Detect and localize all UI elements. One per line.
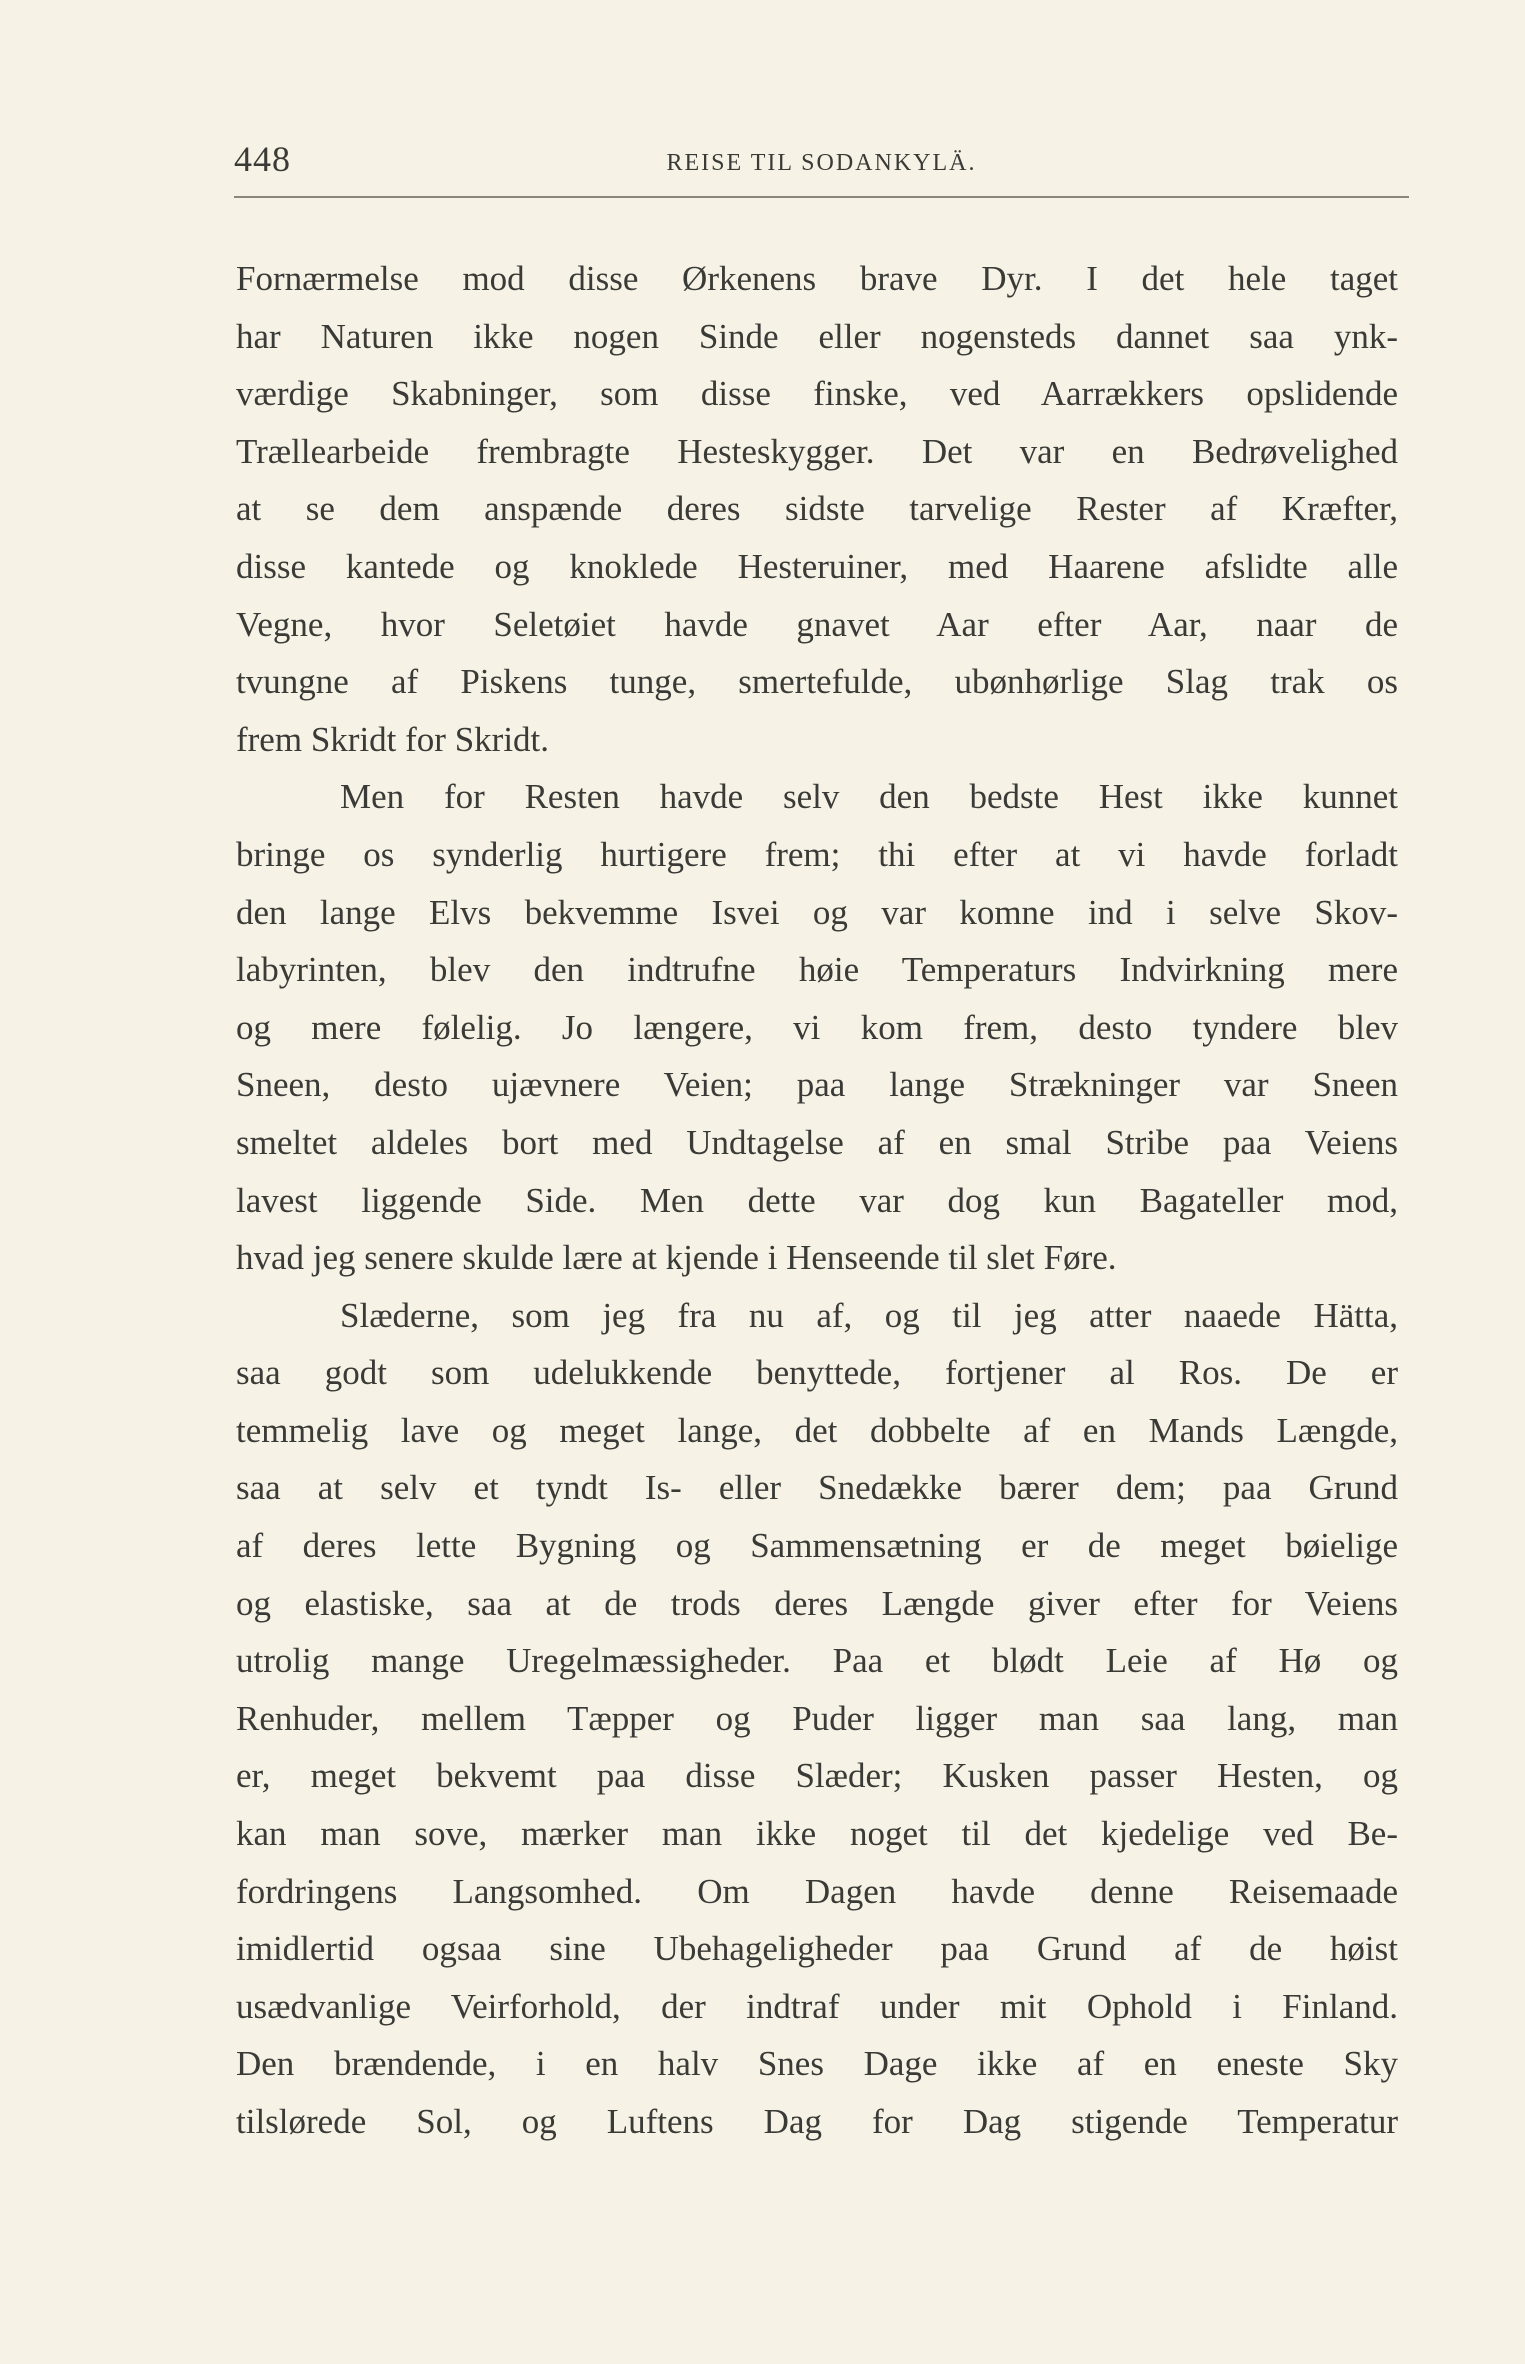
text-line: at se dem anspænde deres sidste tarvelige Rester af Kræfter, bbox=[236, 489, 1398, 529]
text-line: den lange Elvs bekvemme Isvei og var komne ind i selve Skov- bbox=[236, 892, 1398, 932]
running-title: REISE TIL SODANKYLÄ. bbox=[666, 150, 977, 176]
text-line: tilslørede Sol, og Luftens Dag for Dag stigende Temperatur bbox=[236, 2102, 1398, 2141]
text-line: temmelig lave og meget lange, det dobbelte af en Mands Længde, bbox=[236, 1410, 1398, 1450]
page-number: 448 bbox=[234, 139, 291, 179]
text-line: disse kantede og knoklede Hesteruiner, med Haarene afslidte alle bbox=[236, 546, 1398, 586]
text-line: Renhuder, mellem Tæpper og Puder ligger man saa lang, man bbox=[236, 1698, 1398, 1738]
text-line: saa godt som udelukkende benyttede, fortjener al Ros. De er bbox=[236, 1353, 1398, 1393]
text-line: frem Skridt for Skridt. bbox=[236, 719, 550, 759]
text-line: utrolig mange Uregelmæssigheder. Paa et blødt Leie af Hø og bbox=[236, 1641, 1398, 1681]
text-line: Men for Resten havde selv den bedste Hest ikke kunnet bbox=[340, 777, 1398, 817]
text-line: lavest liggende Side. Men dette var dog kun Bagateller mod, bbox=[236, 1180, 1398, 1220]
text-line: har Naturen ikke nogen Sinde eller nogensteds dannet saa ynk- bbox=[236, 316, 1398, 356]
text-line: Fornærmelse mod disse Ørkenens brave Dyr. I det hele taget bbox=[236, 259, 1398, 298]
text-line: værdige Skabninger, som disse finske, ved Aarrækkers opslidende bbox=[236, 374, 1398, 414]
text-line: Sneen, desto ujævnere Veien; paa lange Strækninger var Sneen bbox=[236, 1065, 1398, 1105]
text-line: saa at selv et tyndt Is- eller Snedække bærer dem; paa Grund bbox=[236, 1468, 1398, 1508]
text-line: Slæderne, som jeg fra nu af, og til jeg atter naaede Hätta, bbox=[340, 1295, 1398, 1335]
text-line: af deres lette Bygning og Sammensætning er de meget bøielige bbox=[236, 1526, 1398, 1566]
text-line: kan man sove, mærker man ikke noget til det kjedelige ved Be- bbox=[236, 1814, 1398, 1854]
text-line: hvad jeg senere skulde lære at kjende i Henseende til slet Føre. bbox=[236, 1238, 1117, 1278]
text-line: Den brændende, i en halv Snes Dage ikke af en eneste Sky bbox=[236, 2044, 1398, 2084]
text-line: usædvanlige Veirforhold, der indtraf under mit Ophold i Finland. bbox=[236, 1986, 1398, 2026]
body-text bbox=[236, 250, 1398, 2151]
text-line: og elastiske, saa at de trods deres Længde giver efter for Veiens bbox=[236, 1583, 1398, 1623]
text-line: labyrinten, blev den indtrufne høie Temperaturs Indvirkning mere bbox=[236, 950, 1398, 990]
page-header bbox=[234, 138, 1409, 186]
text-line: Trællearbeide frembragte Hesteskygger. Det var en Bedrøvelighed bbox=[236, 431, 1398, 471]
text-line: bringe os synderlig hurtigere frem; thi efter at vi havde forladt bbox=[236, 834, 1398, 874]
text-line: er, meget bekvemt paa disse Slæder; Kusken passer Hesten, og bbox=[236, 1756, 1398, 1796]
text-line: og mere følelig. Jo længere, vi kom frem, desto tyndere blev bbox=[236, 1007, 1398, 1047]
text-line: tvungne af Piskens tunge, smertefulde, ubønhørlige Slag trak os bbox=[236, 662, 1398, 702]
text-line: fordringens Langsomhed. Om Dagen havde denne Reisemaade bbox=[236, 1871, 1398, 1911]
text-line: Vegne, hvor Seletøiet havde gnavet Aar efter Aar, naar de bbox=[236, 604, 1398, 644]
header-rule bbox=[234, 196, 1409, 198]
text-line: smeltet aldeles bort med Undtagelse af en smal Stribe paa Veiens bbox=[236, 1122, 1398, 1162]
text-line: imidlertid ogsaa sine Ubehageligheder paa Grund af de høist bbox=[236, 1929, 1398, 1969]
